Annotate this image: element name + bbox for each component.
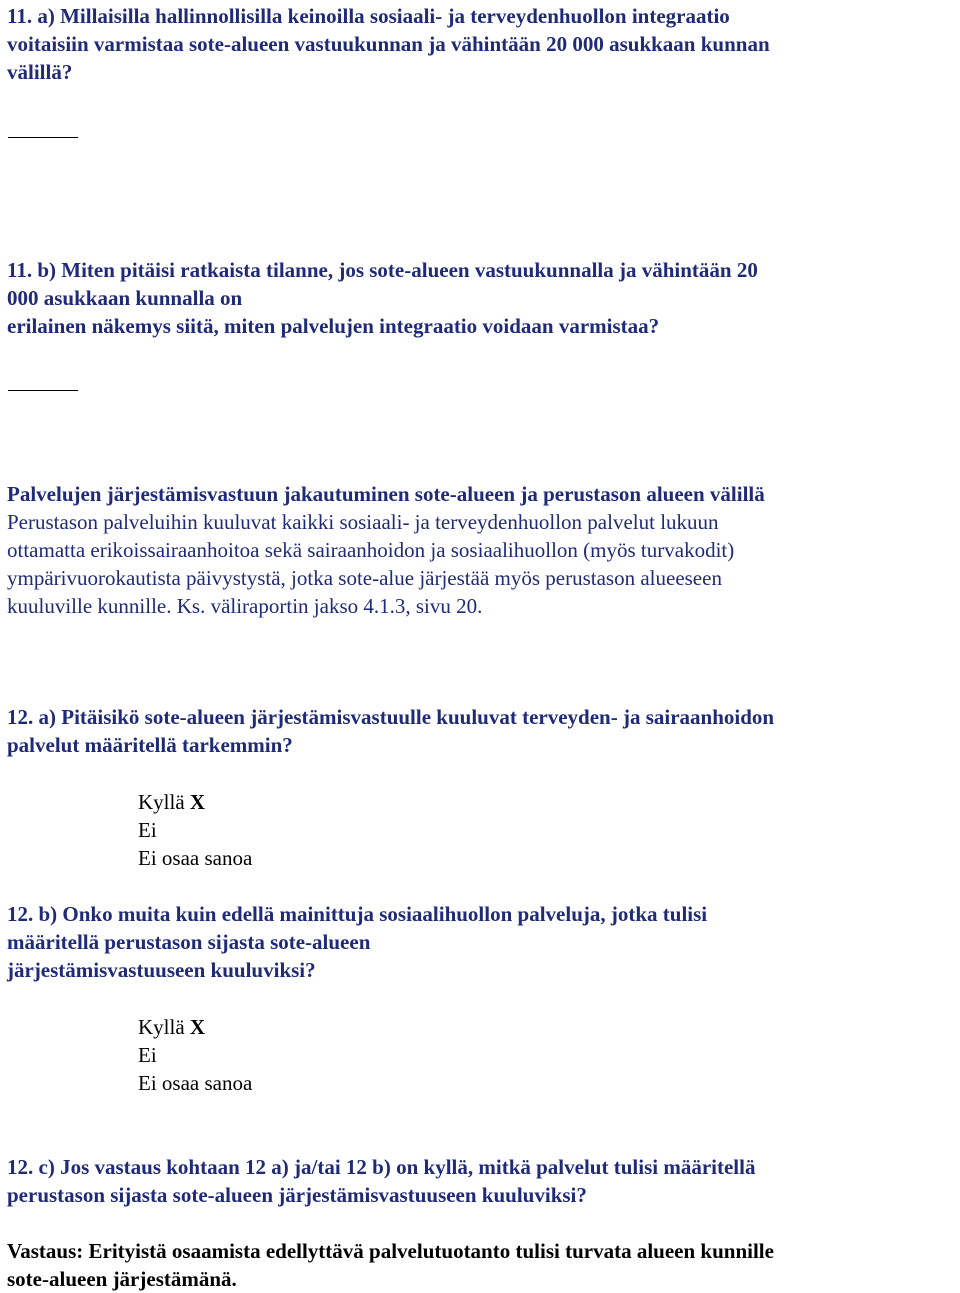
question-11b xyxy=(7,256,957,340)
selected-mark: X xyxy=(189,1015,206,1039)
question-12b-options xyxy=(138,1013,252,1097)
question-11a-line-1: 11. a) Millaisilla hallinnollisilla keinoilla sosiaali- ja terveydenhuollon integraatio xyxy=(7,4,730,28)
option-yes-12b[interactable] xyxy=(138,1013,252,1041)
question-11b-line-2: 000 asukkaan kunnalla on xyxy=(7,286,243,310)
answer-12c-line-2: sote-alueen järjestämänä. xyxy=(7,1267,237,1291)
section-body-line-2: ottamatta erikoissairaanhoitoa sekä sairaanhoidon ja sosiaalihuollon (myös turvakodit) xyxy=(7,538,735,562)
section-heading: Palvelujen järjestämisvastuun jakautuminen sote-alueen ja perustason alueen välillä xyxy=(7,482,765,506)
answer-12c xyxy=(7,1237,957,1293)
section-body-line-1: Perustason palveluihin kuuluvat kaikki sosiaali- ja terveydenhuollon palvelut lukuun xyxy=(7,510,719,534)
answer-line-11b xyxy=(8,390,78,391)
section-body-line-4: kuuluville kunnille. Ks. väliraportin jakso 4.1.3, sivu 20. xyxy=(7,594,483,618)
option-yes-label: Kyllä xyxy=(138,790,185,814)
answer-line-11a xyxy=(8,137,78,138)
question-12b-line-3: järjestämisvastuuseen kuuluviksi? xyxy=(7,958,316,982)
question-12a-line-2: palvelut määritellä tarkemmin? xyxy=(7,733,293,757)
question-12a-options xyxy=(138,788,252,872)
option-dont-know-12a[interactable]: Ei osaa sanoa xyxy=(138,846,253,870)
question-12a-line-1: 12. a) Pitäisikö sote-alueen järjestämisvastuulle kuuluvat terveyden- ja sairaanhoidon xyxy=(7,705,775,729)
option-no-12a[interactable]: Ei xyxy=(138,818,157,842)
section-body-line-3: ympärivuorokautista päivystystä, jotka sote-alue järjestää myös perustason alueeseen xyxy=(7,566,722,590)
question-12c xyxy=(7,1153,957,1209)
option-dont-know-12b[interactable]: Ei osaa sanoa xyxy=(138,1071,253,1095)
question-11a-line-2: voitaisiin varmistaa sote-alueen vastuukunnan ja vähintään 20 000 asukkaan kunnan xyxy=(7,32,770,56)
option-yes-label: Kyllä xyxy=(138,1015,185,1039)
section-service-responsibility xyxy=(7,480,957,620)
question-12b-line-2: määritellä perustason sijasta sote-alueen xyxy=(7,930,371,954)
selected-mark: X xyxy=(189,790,206,814)
option-no-12b[interactable]: Ei xyxy=(138,1043,157,1067)
question-11b-line-1: 11. b) Miten pitäisi ratkaista tilanne, jos sote-alueen vastuukunnalla ja vähintään 20 xyxy=(7,258,758,282)
question-11b-line-3: erilainen näkemys siitä, miten palvelujen integraatio voidaan varmistaa? xyxy=(7,314,660,338)
question-11a-line-3: välillä? xyxy=(7,60,73,84)
option-yes-12a[interactable] xyxy=(138,788,252,816)
question-12c-line-2: perustason sijasta sote-alueen järjestämisvastuuseen kuuluviksi? xyxy=(7,1183,587,1207)
question-12b xyxy=(7,900,957,984)
question-12c-line-1: 12. c) Jos vastaus kohtaan 12 a) ja/tai 12 b) on kyllä, mitkä palvelut tulisi määritellä xyxy=(7,1155,756,1179)
question-11a xyxy=(7,2,957,86)
question-12b-line-1: 12. b) Onko muita kuin edellä mainittuja sosiaalihuollon palveluja, jotka tulisi xyxy=(7,902,708,926)
answer-12c-line-1: Vastaus: Erityistä osaamista edellyttävä palvelutuotanto tulisi turvata alueen kunnille xyxy=(7,1239,774,1263)
question-12a xyxy=(7,703,957,759)
